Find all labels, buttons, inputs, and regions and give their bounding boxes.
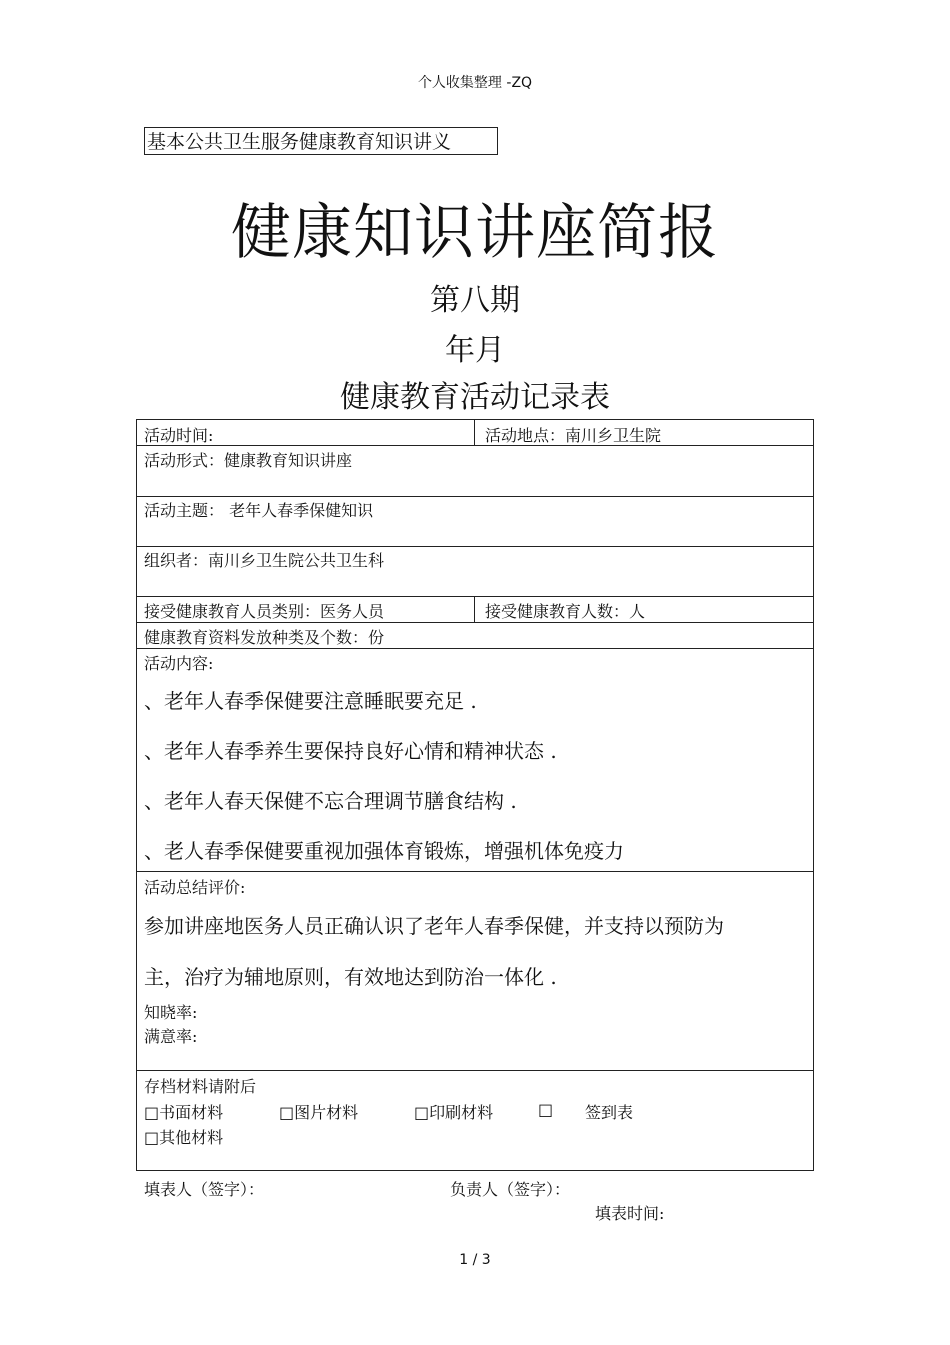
summary-label: 活动总结评价: — [144, 878, 246, 897]
archive-option-printed[interactable]: □印刷材料 — [414, 1103, 494, 1122]
table-rule — [137, 648, 813, 649]
archive-label: 存档材料请附后 — [144, 1077, 257, 1096]
content-item: 、老年人春天保健不忘合理调节膳食结构 . — [144, 789, 517, 813]
activity-location: 活动地点：南川乡卫生院 — [485, 426, 662, 445]
activity-content-label: 活动内容: — [144, 654, 214, 673]
table-divider — [474, 596, 475, 622]
audience-type: 接受健康教育人员类别：医务人员 — [144, 602, 385, 621]
issue-number: 第八期 — [430, 283, 520, 318]
activity-theme: 活动主题： 老年人春季保健知识 — [144, 501, 374, 520]
table-rule — [137, 622, 813, 623]
activity-record-table — [136, 419, 814, 1171]
awareness-rate-label: 知晓率: — [144, 1003, 198, 1022]
filler-signature: 填表人（签字）： — [144, 1180, 265, 1199]
table-rule — [137, 596, 813, 597]
record-table-title: 健康教育活动记录表 — [340, 380, 610, 415]
activity-organizer: 组织者：南川乡卫生院公共卫生科 — [144, 551, 385, 570]
archive-option-written[interactable]: □书面材料 — [144, 1103, 224, 1122]
audience-count: 接受健康教育人数：人 — [485, 602, 646, 621]
content-item: 、老年人春季保健要注意睡眠要充足 . — [144, 689, 477, 713]
page-number: 1 / 3 — [459, 1252, 491, 1268]
issue-date: 年月 — [445, 333, 505, 368]
archive-option-signin-sheet: 签到表 — [585, 1103, 634, 1122]
fill-time: 填表时间: — [595, 1204, 665, 1223]
activity-form: 活动形式：健康教育知识讲座 — [144, 451, 353, 470]
table-rule — [137, 871, 813, 872]
table-rule — [137, 1070, 813, 1071]
summary-line: 主，治疗为辅地原则，有效地达到防治一体化 . — [144, 965, 557, 989]
archive-option-other[interactable]: □其他材料 — [144, 1128, 224, 1147]
summary-line: 参加讲座地医务人员正确认识了老年人春季保健，并支持以预防为 — [144, 914, 724, 938]
satisfaction-rate-label: 满意率: — [144, 1027, 198, 1046]
table-rule — [137, 546, 813, 547]
table-rule — [137, 445, 813, 446]
main-title: 健康知识讲座简报 — [231, 198, 719, 268]
page-header: 个人收集整理 -ZQ — [417, 75, 533, 91]
content-item: 、老年人春季养生要保持良好心情和精神状态 . — [144, 739, 557, 763]
lecture-notes-title: 基本公共卫生服务健康教育知识讲义 — [144, 127, 498, 155]
activity-time-label: 活动时间: — [144, 426, 214, 445]
table-divider — [474, 420, 475, 445]
archive-option-pictures[interactable]: □图片材料 — [279, 1103, 359, 1122]
archive-option-checkbox[interactable]: □ — [538, 1100, 554, 1119]
materials-distributed: 健康教育资料发放种类及个数：份 — [144, 628, 385, 647]
responsible-signature: 负责人（签字）： — [450, 1180, 571, 1199]
table-rule — [137, 496, 813, 497]
content-item: 、老人春季保健要重视加强体育锻炼，增强机体免疫力 — [144, 839, 624, 863]
